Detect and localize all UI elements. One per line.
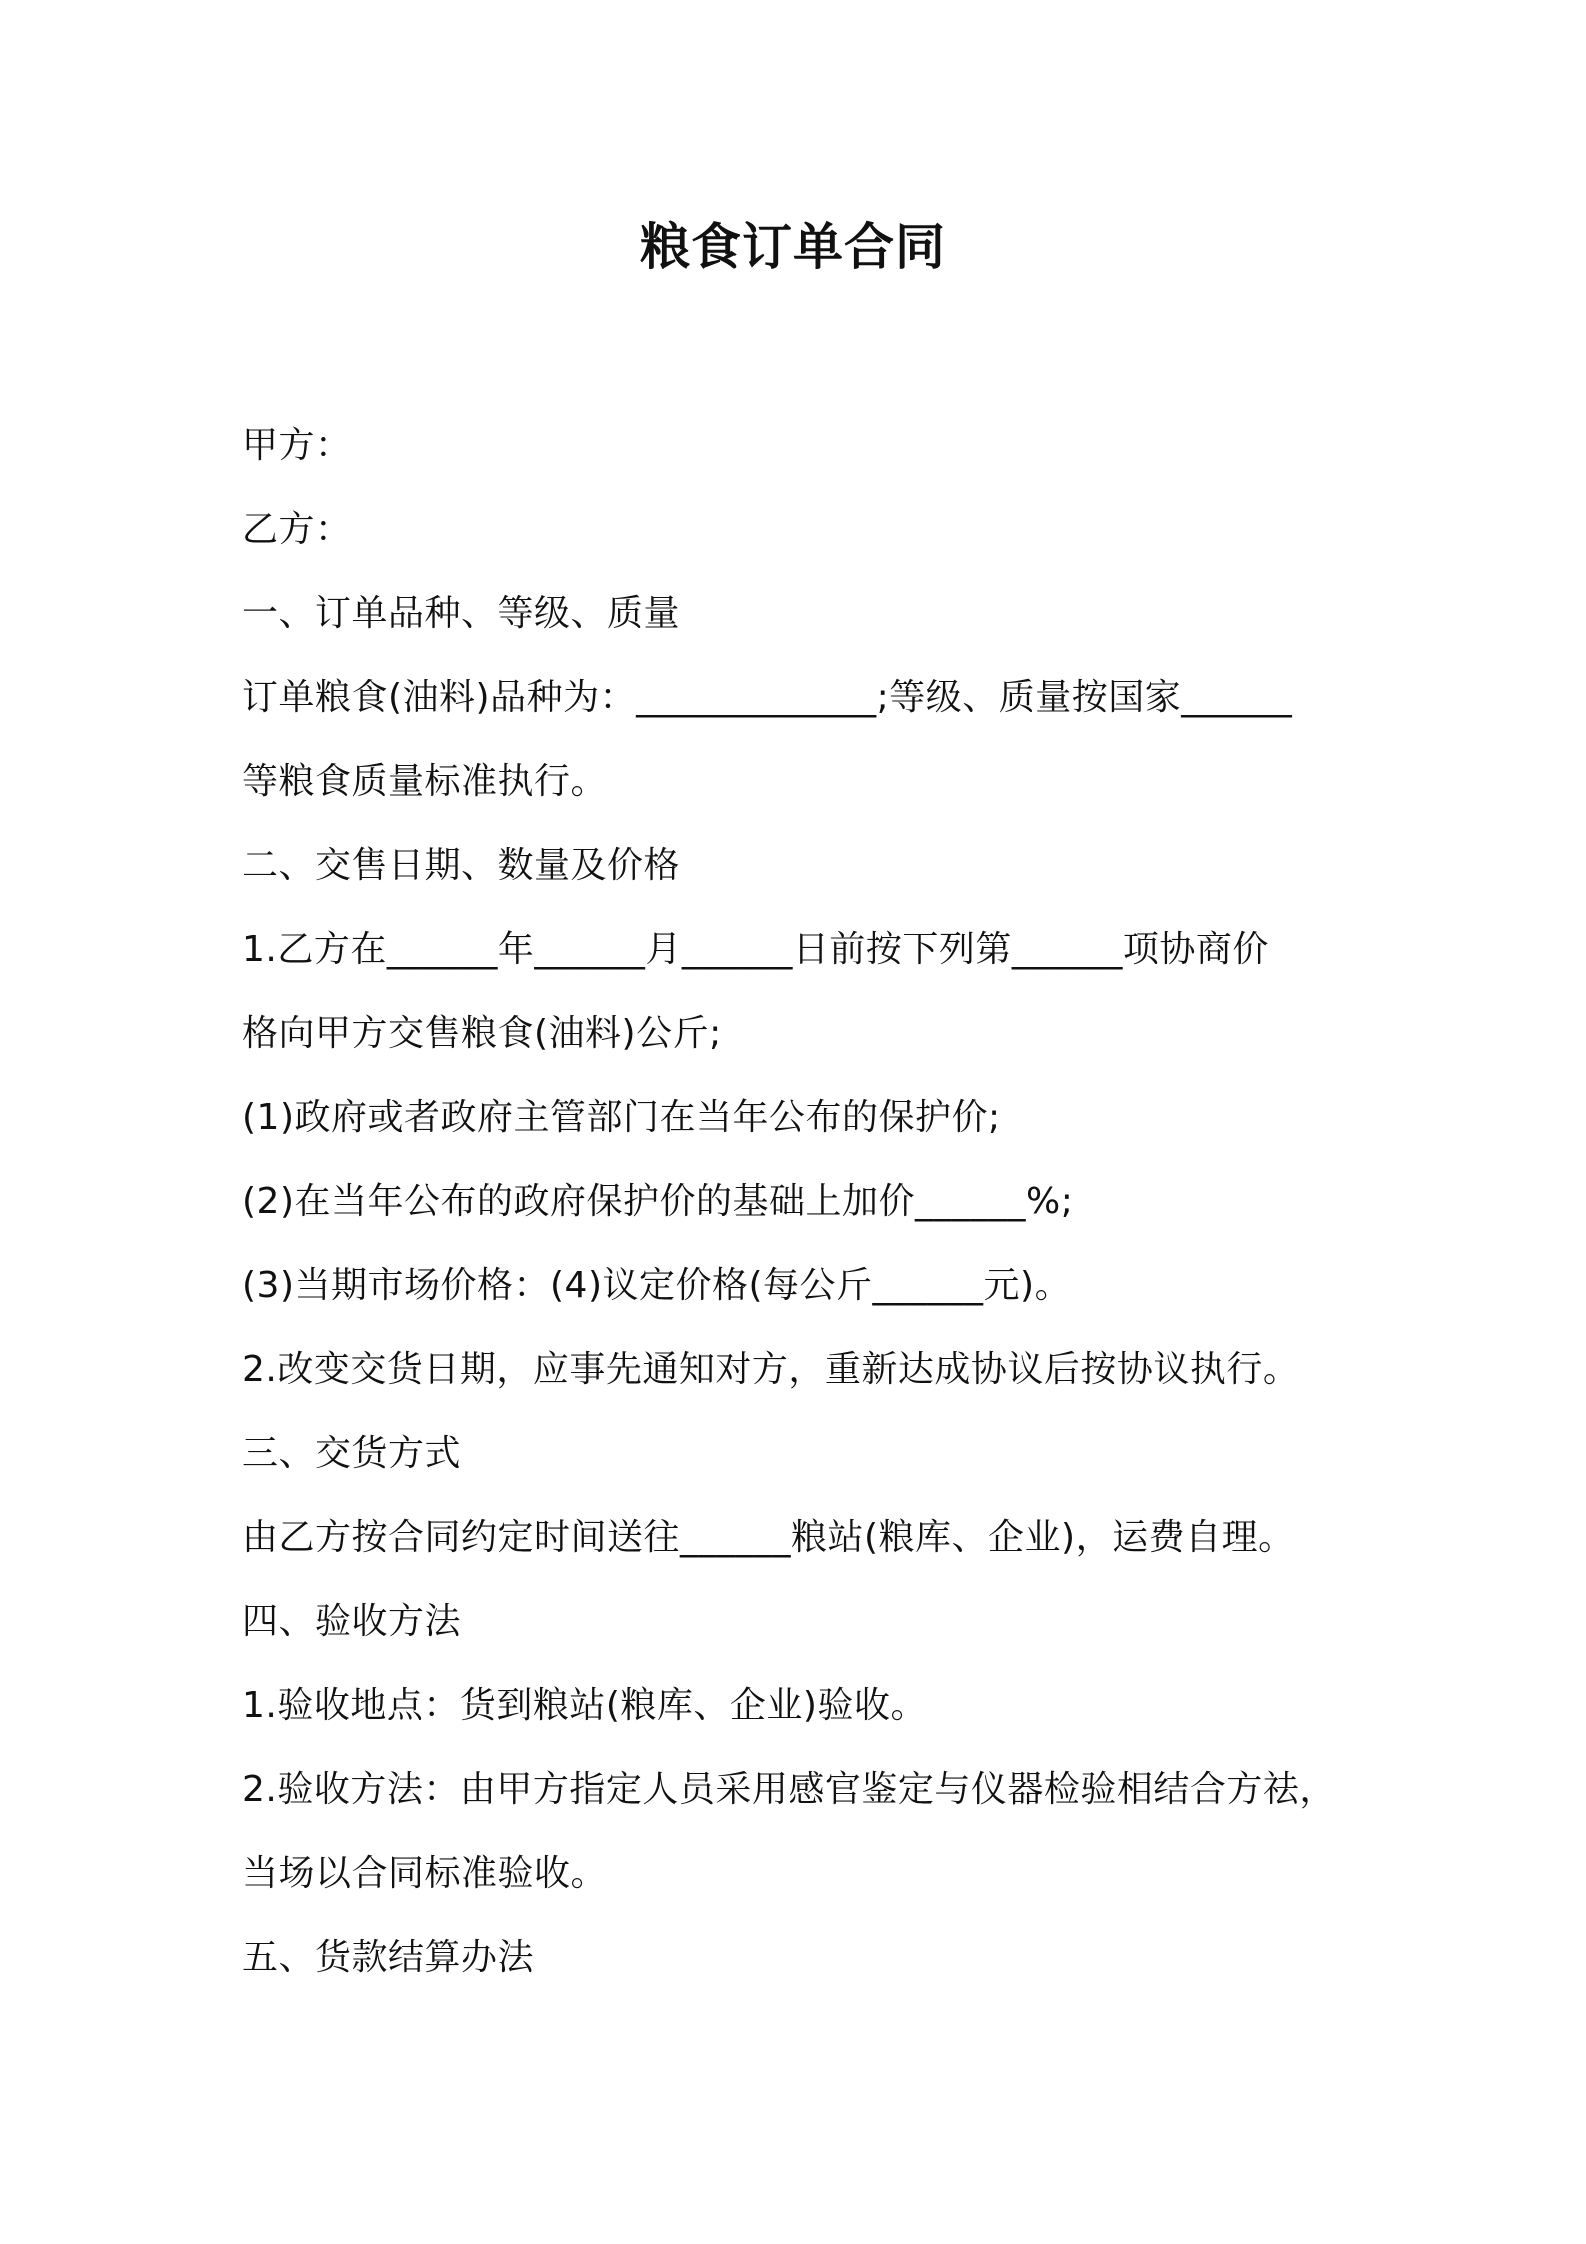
document-title: 粮食订单合同 <box>640 218 946 276</box>
paragraph-line: 格向甲方交售粮食(油料)公斤; <box>242 1013 722 1054</box>
section-heading: 三、交货方式 <box>242 1433 462 1474</box>
list-item: (1)政府或者政府主管部门在当年公布的保护价; <box>242 1097 1001 1138</box>
paragraph-line: 2.验收方法：由甲方指定人员采用感官鉴定与仪器检验相结合方祛， <box>242 1769 1336 1810</box>
section-heading: 四、验收方法 <box>242 1601 462 1642</box>
paragraph-line: 订单粮食(油料)品种为：_____________;等级、质量按国家______ <box>242 677 1293 718</box>
contract-body <box>242 404 1362 2000</box>
section-heading: 五、货款结算办法 <box>242 1937 535 1978</box>
party-b-line: 乙方： <box>242 509 352 550</box>
list-item: (3)当期市场价格：(4)议定价格(每公斤______元)。 <box>242 1265 1072 1306</box>
paragraph-line: 当场以合同标准验收。 <box>242 1853 608 1894</box>
list-item: (2)在当年公布的政府保护价的基础上加价______%; <box>242 1181 1074 1222</box>
paragraph-line: 2.改变交货日期，应事先通知对方，重新达成协议后按协议执行。 <box>242 1349 1300 1390</box>
paragraph-line: 1.乙方在______年______月______日前按下列第______项协商价 <box>242 929 1269 970</box>
paragraph-line: 等粮食质量标准执行。 <box>242 761 608 802</box>
paragraph-line: 由乙方按合同约定时间送往______粮站(粮库、企业)，运费自理。 <box>242 1517 1295 1558</box>
section-heading: 一、订单品种、等级、质量 <box>242 593 681 634</box>
section-heading: 二、交售日期、数量及价格 <box>242 845 681 886</box>
paragraph-line: 1.验收地点：货到粮站(粮库、企业)验收。 <box>242 1685 927 1726</box>
party-a-line: 甲方： <box>242 425 352 466</box>
